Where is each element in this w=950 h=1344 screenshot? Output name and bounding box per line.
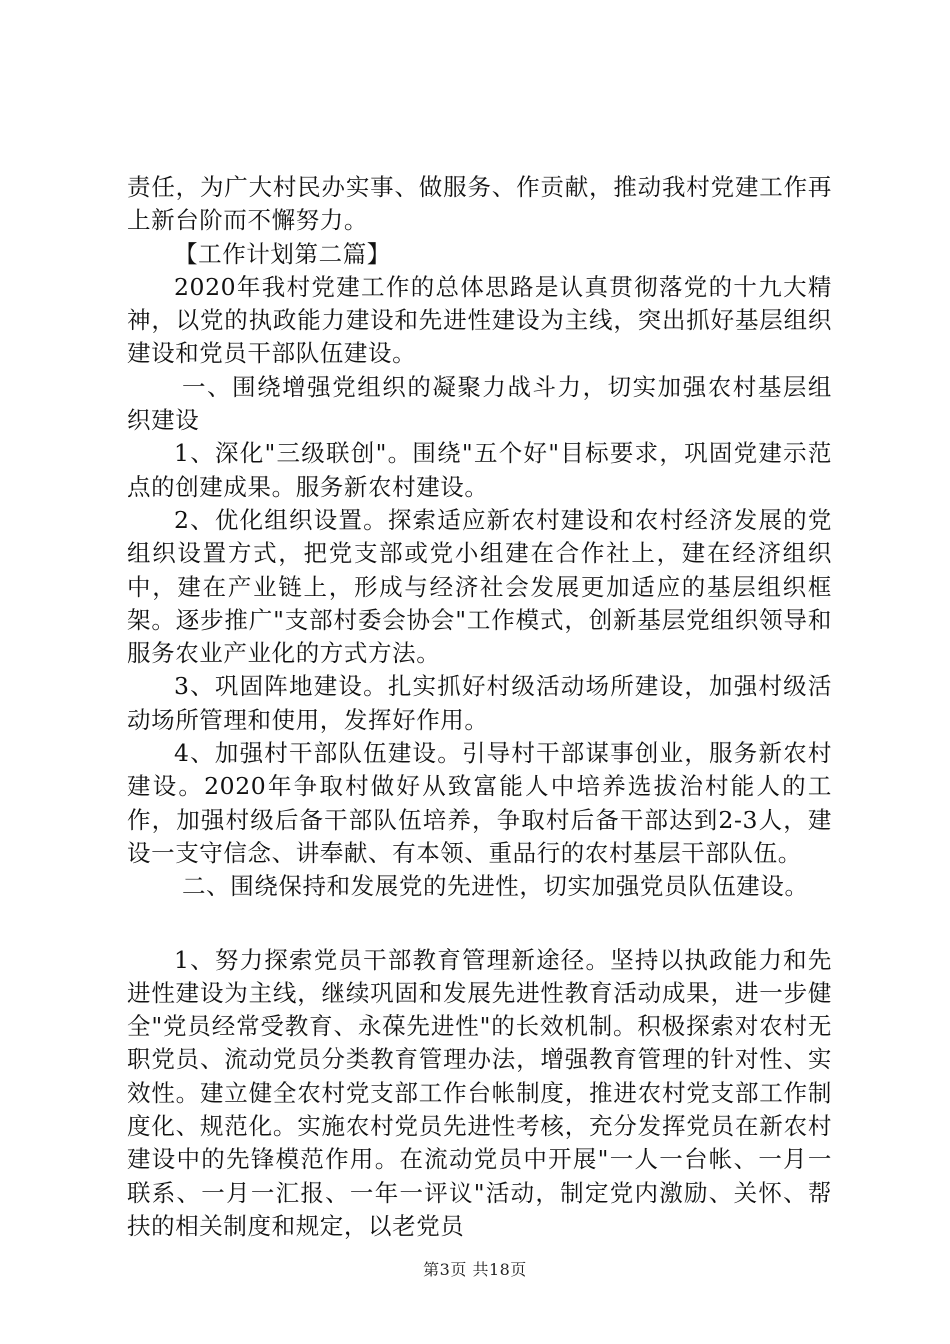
paragraph-item-2: 2、优化组织设置。探索适应新农村建设和农村经济发展的党组织设置方式，把党支部或党小组建在合作社上，建在经济组织中，建在产业链上，形成与经济社会发展更加适应的基层组织框架。逐步推广"支部村委会协会"工作模式，创新基层党组织领导和服务农业产业化的方式方法。: [127, 505, 832, 668]
blank-line: [127, 904, 832, 944]
heading-part-two: 二、围绕保持和发展党的先进性，切实加强党员队伍建设。: [182, 872, 809, 901]
paragraph-item-3: 3、巩固阵地建设。扎实抓好村级活动场所建设，加强村级活动场所管理和使用，发挥好作用。: [127, 672, 832, 734]
paragraph-overall-approach: 2020年我村党建工作的总体思路是认真贯彻落党的十九大精神，以党的执政能力建设和先进性建设为主线，突出抓好基层组织建设和党员干部队伍建设。: [127, 272, 832, 368]
page-number-footer: 第3页 共18页: [423, 1260, 527, 1279]
paragraph-item-1: 1、深化"三级联创"。围绕"五个好"目标要求，巩固党建示范点的创建成果。服务新农村建设。: [127, 439, 832, 501]
document-body: [127, 171, 832, 1243]
section-heading-second-plan: 【工作计划第二篇】: [174, 239, 391, 268]
paragraph-continuation: 责任，为广大村民办实事、做服务、作贡献，推动我村党建工作再上新台阶而不懈努力。: [127, 173, 832, 235]
heading-part-one: 一、围绕增强党组织的凝聚力战斗力，切实加强农村基层组织建设: [127, 372, 832, 435]
paragraph-part-two-item-1: 1、努力探索党员干部教育管理新途径。坚持以执政能力和先进性建设为主线，继续巩固和发展先进性教育活动成果，进一步健全"党员经常受教育、永葆先进性"的长效机制。积极探索对农村无职党员、流动党员分类教育管理办法，增强教育管理的针对性、实效性。建立健全农村党支部工作台帐制度，推进农村党支部工作制度化、规范化。实施农村党员先进性考核，充分发挥党员在新农村建设中的先锋模范作用。在流动党员中开展"一人一台帐、一月一联系、一月一汇报、一年一评议"活动，制定党内激励、关怀、帮扶的相关制度和规定，以老党员: [127, 945, 832, 1240]
paragraph-item-4: 4、加强村干部队伍建设。引导村干部谋事创业，服务新农村建设。2020年争取村做好从致富能人中培养选拔治村能人的工作，加强村级后备干部队伍培养，争取村后备干部达到2-3人，建设一支守信念、讲奉献、有本领、重品行的农村基层干部队伍。: [127, 739, 832, 867]
